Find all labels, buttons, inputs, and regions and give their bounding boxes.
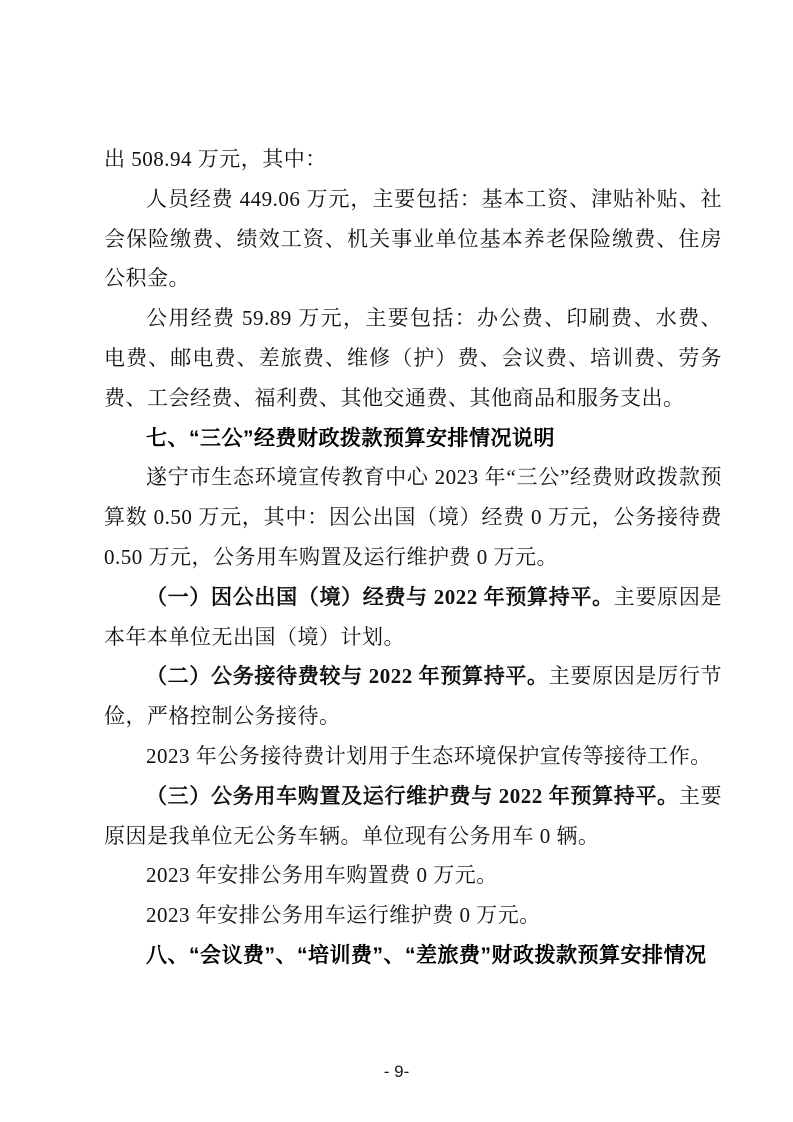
document-body (104, 140, 722, 976)
paragraph-three-public-budget: 遂宁市生态环境宣传教育中心 2023 年“三公”经费财政拨款预算数 0.50 万元，其中：因公出国（境）经费 0 万元，公务接待费 0.50 万元，公务用车购置及运行维护费 0 万元。 (104, 465, 722, 569)
paragraph-reception-plan: 2023 年公务接待费计划用于生态环境保护宣传等接待工作。 (146, 743, 712, 768)
bold-lead-item-two: （二）公务接待费较与 2022 年预算持平。 (146, 664, 549, 689)
paragraph-vehicle-maintenance: 2023 年安排公务用车运行维护费 0 万元。 (146, 903, 541, 928)
paragraph-item-one (104, 578, 722, 658)
paragraph-continuation: 出 508.94 万元，其中： (104, 147, 327, 171)
paragraph-text: 主要原因是我单位无公务车辆。单位现有公务用车 0 辆。 (104, 783, 723, 848)
paragraph-item-two (104, 657, 722, 737)
bold-lead-item-three: （三）公务用车购置及运行维护费与 2022 年预算持平。 (146, 783, 679, 808)
paragraph-text: 主要原因是本年本单位无出国（境）计划。 (104, 584, 723, 649)
paragraph-text: 主要原因是厉行节俭，严格控制公务接待。 (104, 664, 723, 729)
paragraph-vehicle-purchase: 2023 年安排公务用车购置费 0 万元。 (146, 863, 498, 888)
paragraph-item-three (104, 777, 722, 857)
paragraph-personnel-funds: 人员经费 449.06 万元，主要包括：基本工资、津贴补贴、社会保险缴费、绩效工资、机关事业单位基本养老保险缴费、住房公积金。 (104, 186, 722, 291)
paragraph-public-funds: 公用经费 59.89 万元，主要包括：办公费、印刷费、水费、电费、邮电费、差旅费、维修（护）费、会议费、培训费、劳务费、工会经费、福利费、其他交通费、其他商品和服务支出。 (104, 306, 722, 410)
section-heading-eight: 八、“会议费”、“培训费”、“差旅费”财政拨款预算安排情况 (146, 943, 707, 967)
section-heading-seven: 七、“三公”经费财政拨款预算安排情况说明 (146, 426, 555, 450)
footer-page-number: - 9- (383, 1062, 410, 1081)
bold-lead-item-one: （一）因公出国（境）经费与 2022 年预算持平。 (146, 584, 614, 609)
